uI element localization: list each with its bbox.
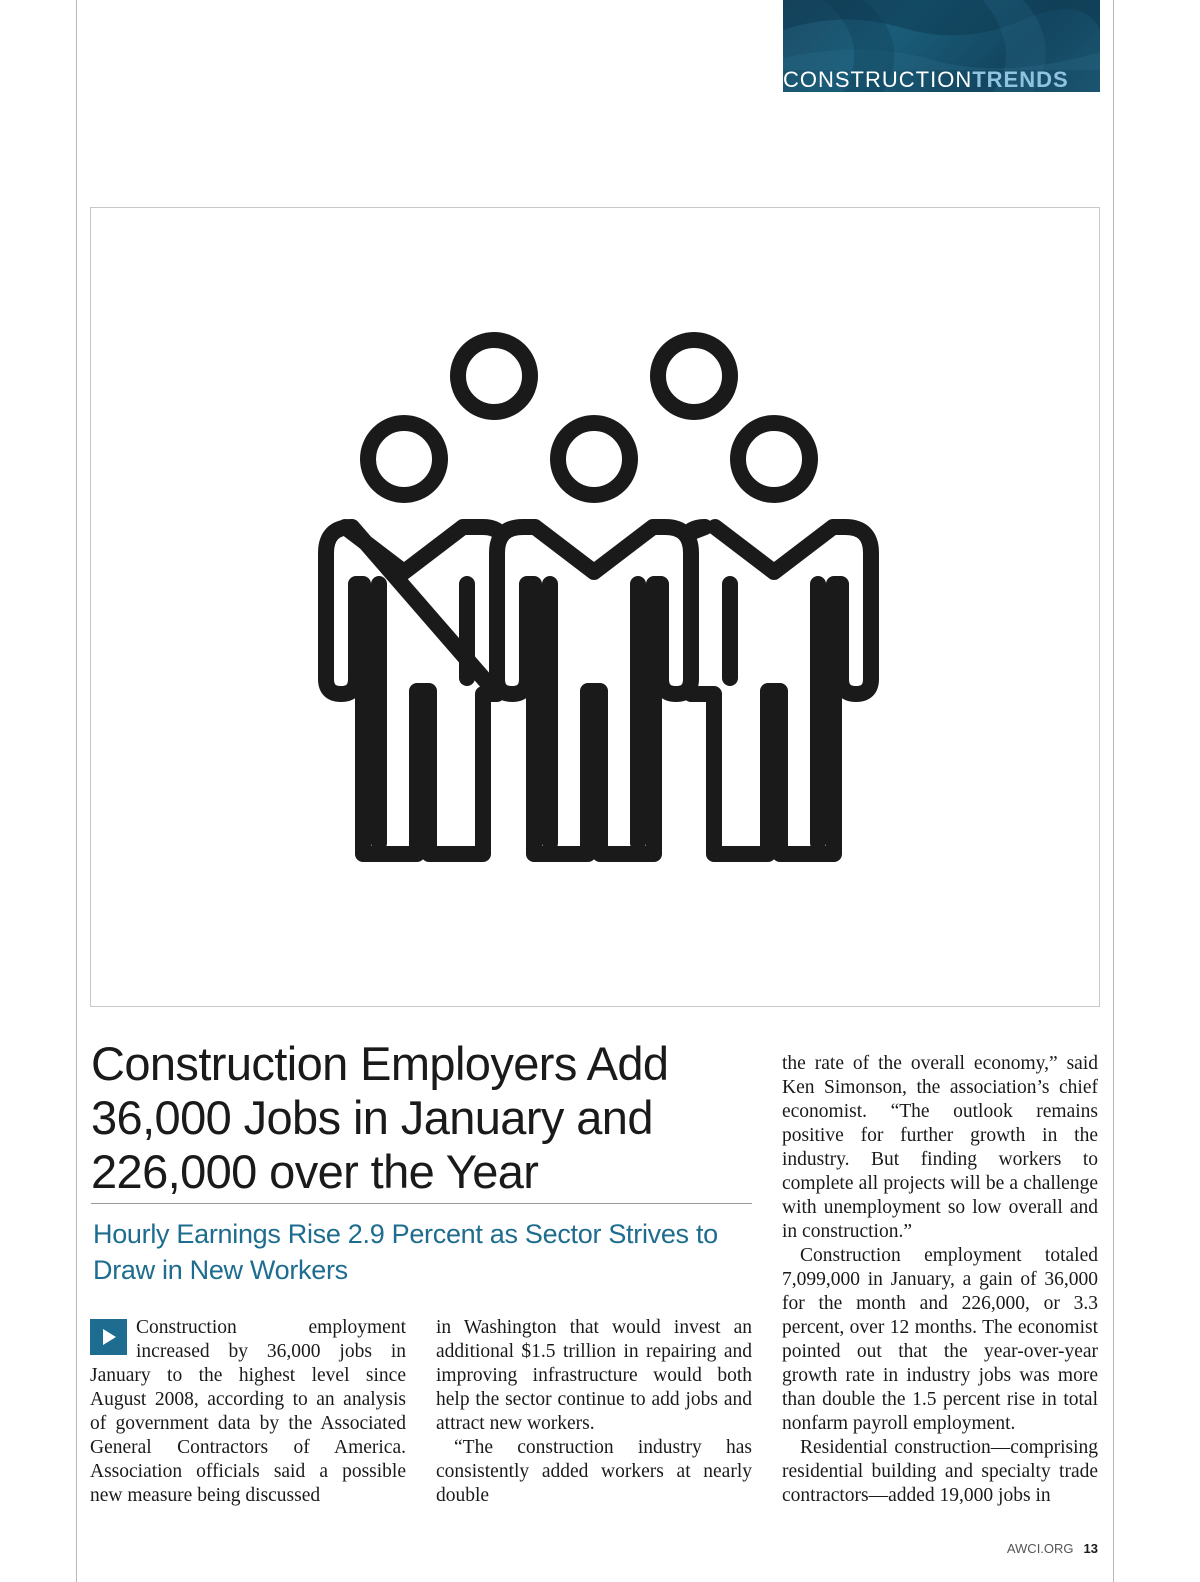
headline-divider bbox=[91, 1203, 752, 1204]
article-paragraph: Construction employment totaled 7,099,000 in January, a gain of 36,000 for the month and 226,000, or 3.3 percent, over 12 months. The economist pointed out that the year-over-year growth rate in industry jobs was more than double the 1.5 percent rise in total nonfarm payroll employment. bbox=[782, 1245, 1098, 1434]
section-label-regular: CONSTRUCTION bbox=[783, 67, 973, 92]
section-header-label bbox=[783, 67, 1100, 92]
section-label-bold: TRENDS bbox=[972, 67, 1069, 92]
page-footer bbox=[900, 1541, 1098, 1556]
section-header-banner bbox=[783, 0, 1100, 92]
illustration-frame bbox=[90, 207, 1100, 1007]
footer-site-link[interactable]: AWCI.ORG bbox=[1006, 1541, 1074, 1556]
article-paragraph: Construction employment increased by 36,000 jobs in January to the highest level since August 2008, according to an analysis of government data by the Associated General Contractors of America. Association officials said a possible new measure being discussed bbox=[90, 1317, 406, 1506]
article-column-2 bbox=[436, 1316, 752, 1508]
article-paragraph: the rate of the overall economy,” said Ken Simonson, the association’s chief economist. “The outlook remains positive for further growth in the industry. But finding workers to complete all projects will be a challenge with unemployment so low overall and in construction.” bbox=[782, 1053, 1098, 1242]
article-paragraph: in Washington that would invest an additional $1.5 trillion in repairing and improving infrastructure would both help the sector continue to add jobs and attract new workers. bbox=[436, 1317, 752, 1434]
page-number: 13 bbox=[1083, 1541, 1098, 1556]
article-paragraph: Residential construction—comprising residential building and specialty trade contractors—added 19,000 jobs in bbox=[782, 1437, 1098, 1506]
article-column-1 bbox=[90, 1316, 406, 1508]
article-column-3 bbox=[782, 1052, 1098, 1508]
group-of-workers-icon bbox=[91, 208, 1099, 1006]
right-margin-rule bbox=[1113, 0, 1114, 1582]
left-margin-rule bbox=[76, 0, 77, 1582]
article-headline: Construction Employers Add 36,000 Jobs in January and 226,000 over the Year bbox=[91, 1037, 669, 1198]
article-subhead: Hourly Earnings Rise 2.9 Percent as Sector Strives to Draw in New Workers bbox=[93, 1219, 718, 1285]
article-paragraph: “The construction industry has consistently added workers at nearly double bbox=[436, 1437, 752, 1506]
play-arrow-icon bbox=[90, 1319, 127, 1355]
